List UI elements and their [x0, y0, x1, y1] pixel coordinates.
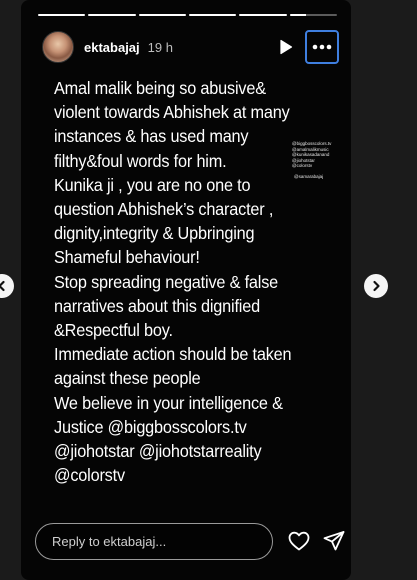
timestamp: 19 h	[147, 39, 173, 55]
like-button[interactable]	[287, 529, 311, 553]
story-text-line: @colorstv	[54, 465, 125, 486]
progress-segment	[38, 14, 85, 16]
previous-story-button[interactable]	[0, 274, 14, 298]
play-button[interactable]	[277, 38, 295, 56]
reply-placeholder: Reply to ektabajaj...	[52, 534, 167, 549]
story-text-line: Shameful behaviour!	[54, 247, 200, 268]
story-text-line: violent towards Abhishek at many	[54, 102, 290, 123]
chevron-right-icon	[370, 280, 382, 292]
story-text-line: narratives about this dignified	[54, 295, 260, 316]
more-horizontal-icon	[312, 44, 332, 50]
story-progress	[38, 14, 337, 16]
mention-tag[interactable]: @jiohotstar	[292, 157, 315, 163]
progress-segment	[88, 14, 135, 16]
more-options-button[interactable]	[305, 30, 339, 64]
mention-sticker-small[interactable]: @samarabajaj	[294, 174, 324, 179]
story-text-line: We believe in your intelligence &	[54, 392, 283, 413]
username[interactable]: ektabajaj	[84, 39, 140, 55]
next-story-button[interactable]	[364, 274, 388, 298]
progress-segment	[290, 14, 337, 16]
chevron-left-icon	[0, 280, 8, 292]
story-text-line: instances & has used many	[54, 126, 249, 147]
story-text-line: &Respectful boy.	[54, 320, 173, 341]
story-text-line: dignity,integrity & Upbringing	[54, 223, 255, 244]
story-text-line: Amal malik being so abusive&	[54, 78, 266, 98]
story-text-line: @jiohotstar @jiohotstarreality	[54, 441, 262, 462]
mention-tag[interactable]: @biggbosscolors.tv	[292, 141, 332, 146]
mention-tag[interactable]: @colorstv	[292, 163, 313, 169]
story-card[interactable]	[21, 0, 351, 580]
send-icon	[322, 529, 346, 553]
story-text-line: Stop spreading negative & false	[54, 271, 279, 292]
progress-segment	[139, 14, 186, 16]
story-text-line: Justice @biggbosscolors.tv	[54, 416, 247, 437]
story-text	[54, 76, 351, 487]
share-button[interactable]	[322, 529, 346, 553]
avatar[interactable]	[42, 31, 74, 63]
progress-segment	[189, 14, 236, 16]
story-text-line: Immediate action should be taken	[54, 344, 292, 365]
reply-input[interactable]	[35, 523, 273, 560]
progress-segment	[239, 14, 286, 16]
story-text-line: question Abhishek’s character ,	[54, 199, 274, 220]
mention-tag[interactable]: @kunikasadanand	[292, 152, 330, 158]
story-text-line: Kunika ji , you are no one to	[54, 174, 251, 195]
story-text-line: filthy&foul words for him.	[54, 150, 227, 171]
story-text-line: against these people	[54, 368, 201, 389]
story-header	[42, 30, 339, 64]
play-icon	[279, 39, 293, 55]
mention-tag[interactable]: @amalmalikmusic	[292, 146, 329, 152]
heart-icon	[287, 529, 311, 553]
